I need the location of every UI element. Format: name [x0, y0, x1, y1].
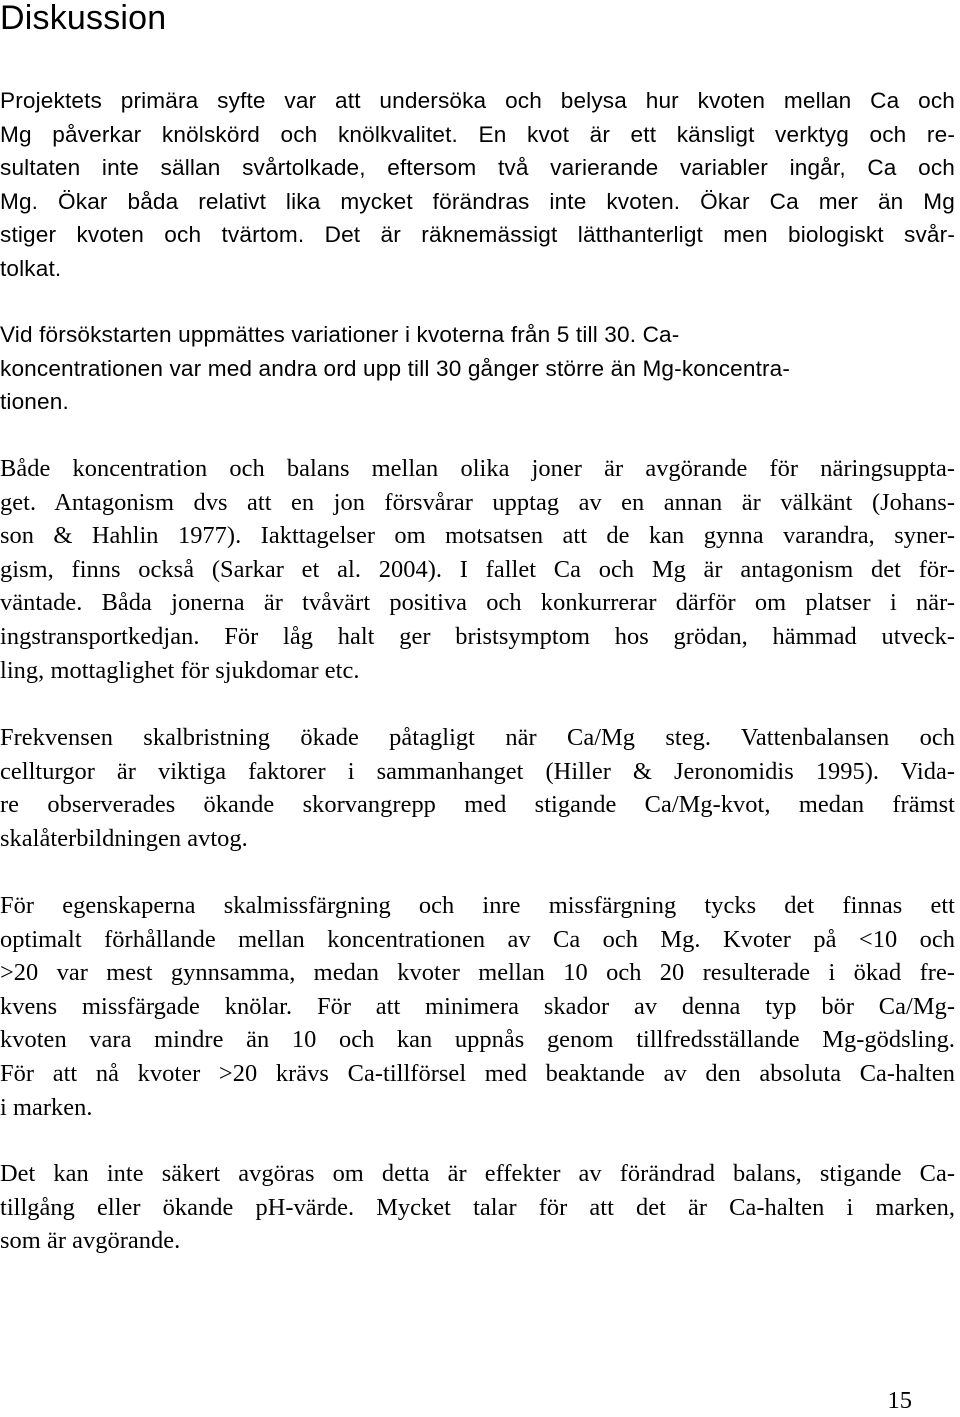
paragraph-line: Frekvensen skalbristning ökade påtagligt när Ca/Mg steg. Vattenbalansen och [0, 724, 955, 751]
paragraph-line: För att nå kvoter >20 krävs Ca-tillförsel med beaktande av den absoluta Ca-halten [0, 1059, 955, 1087]
paragraph-line: Både koncentration och balans mellan olika joner är avgörande för näringsuppta- [0, 455, 955, 482]
paragraph-line: tionen. [0, 389, 69, 415]
paragraph-line: re observerades ökande skorvangrepp med stigande Ca/Mg-kvot, medan främst [0, 791, 955, 819]
paragraph-line: tolkat. [0, 255, 62, 281]
paragraph-line: get. Antagonism dvs att en jon försvårar upptag av en annan är välkänt (Johans- [0, 488, 955, 516]
paragraph-line: son & Hahlin 1977). Iakttagelser om motsatsen att de kan gynna varandra, syner- [0, 522, 955, 550]
paragraph-1 [0, 84, 955, 286]
paragraph-line: Mg. Ökar båda relativt lika mycket förändras inte kvoten. Ökar Ca mer än Mg [0, 188, 955, 214]
paragraph-4 [0, 721, 955, 855]
paragraph-line: ingstransportkedjan. För låg halt ger bristsymptom hos grödan, hämmad utveck- [0, 622, 955, 650]
paragraph-line: tillgång eller ökande pH-värde. Mycket talar för att det är Ca-halten i marken, [0, 1193, 955, 1221]
paragraph-line: koncentrationen var med andra ord upp till 30 gånger större än Mg-koncentra- [0, 355, 791, 381]
paragraph-line: sultaten inte sällan svårtolkade, eftersom två varierande variabler ingår, Ca och [0, 155, 955, 181]
paragraph-line: Projektets primära syfte var att undersöka och belysa hur kvoten mellan Ca och [0, 88, 955, 113]
paragraph-line: i marken. [0, 1093, 93, 1121]
paragraph-line: kvens missfärgade knölar. För att minimera skador av denna typ bör Ca/Mg- [0, 992, 955, 1020]
paragraph-line: Mg påverkar knölskörd och knölkvalitet. En kvot är ett känsligt verktyg och re- [0, 121, 955, 147]
paragraph-line: väntade. Båda jonerna är tvåvärt positiva och konkurrerar därför om platser i när- [0, 589, 955, 617]
paragraph-line: >20 var mest gynnsamma, medan kvoter mellan 10 och 20 resulterade i ökad fre- [0, 959, 955, 987]
paragraph-line: gism, finns också (Sarkar et al. 2004). I fallet Ca och Mg är antagonism det för- [0, 555, 955, 583]
paragraph-line: cellturgor är viktiga faktorer i sammanhanget (Hiller & Jeronomidis 1995). Vida- [0, 757, 955, 785]
page-heading: Diskussion [0, 0, 167, 37]
paragraph-line: Vid försökstarten uppmättes variationer i kvoterna från 5 till 30. Ca- [0, 322, 680, 347]
paragraph-6 [0, 1157, 955, 1258]
paragraph-line: optimalt förhållande mellan koncentrationen av Ca och Mg. Kvoter på <10 och [0, 925, 955, 953]
paragraph-5 [0, 889, 955, 1124]
paragraph-3 [0, 452, 955, 687]
paragraph-line: Det kan inte säkert avgöras om detta är effekter av förändrad balans, stigande Ca- [0, 1160, 955, 1187]
paragraph-line: ling, mottaglighet för sjukdomar etc. [0, 656, 360, 684]
paragraph-line: För egenskaperna skalmissfärgning och inre missfärgning tycks det finnas ett [0, 892, 955, 919]
paragraph-line: kvoten vara mindre än 10 och kan uppnås genom tillfredsställande Mg-gödsling. [0, 1026, 955, 1054]
paragraph-line: skalåterbildningen avtog. [0, 824, 248, 852]
paragraph-line: stiger kvoten och tvärtom. Det är räknemässigt lätthanterligt men biologiskt svår- [0, 222, 955, 248]
page-number: 15 [887, 1387, 912, 1414]
paragraph-2 [0, 318, 955, 419]
paragraph-line: som är avgörande. [0, 1227, 181, 1255]
